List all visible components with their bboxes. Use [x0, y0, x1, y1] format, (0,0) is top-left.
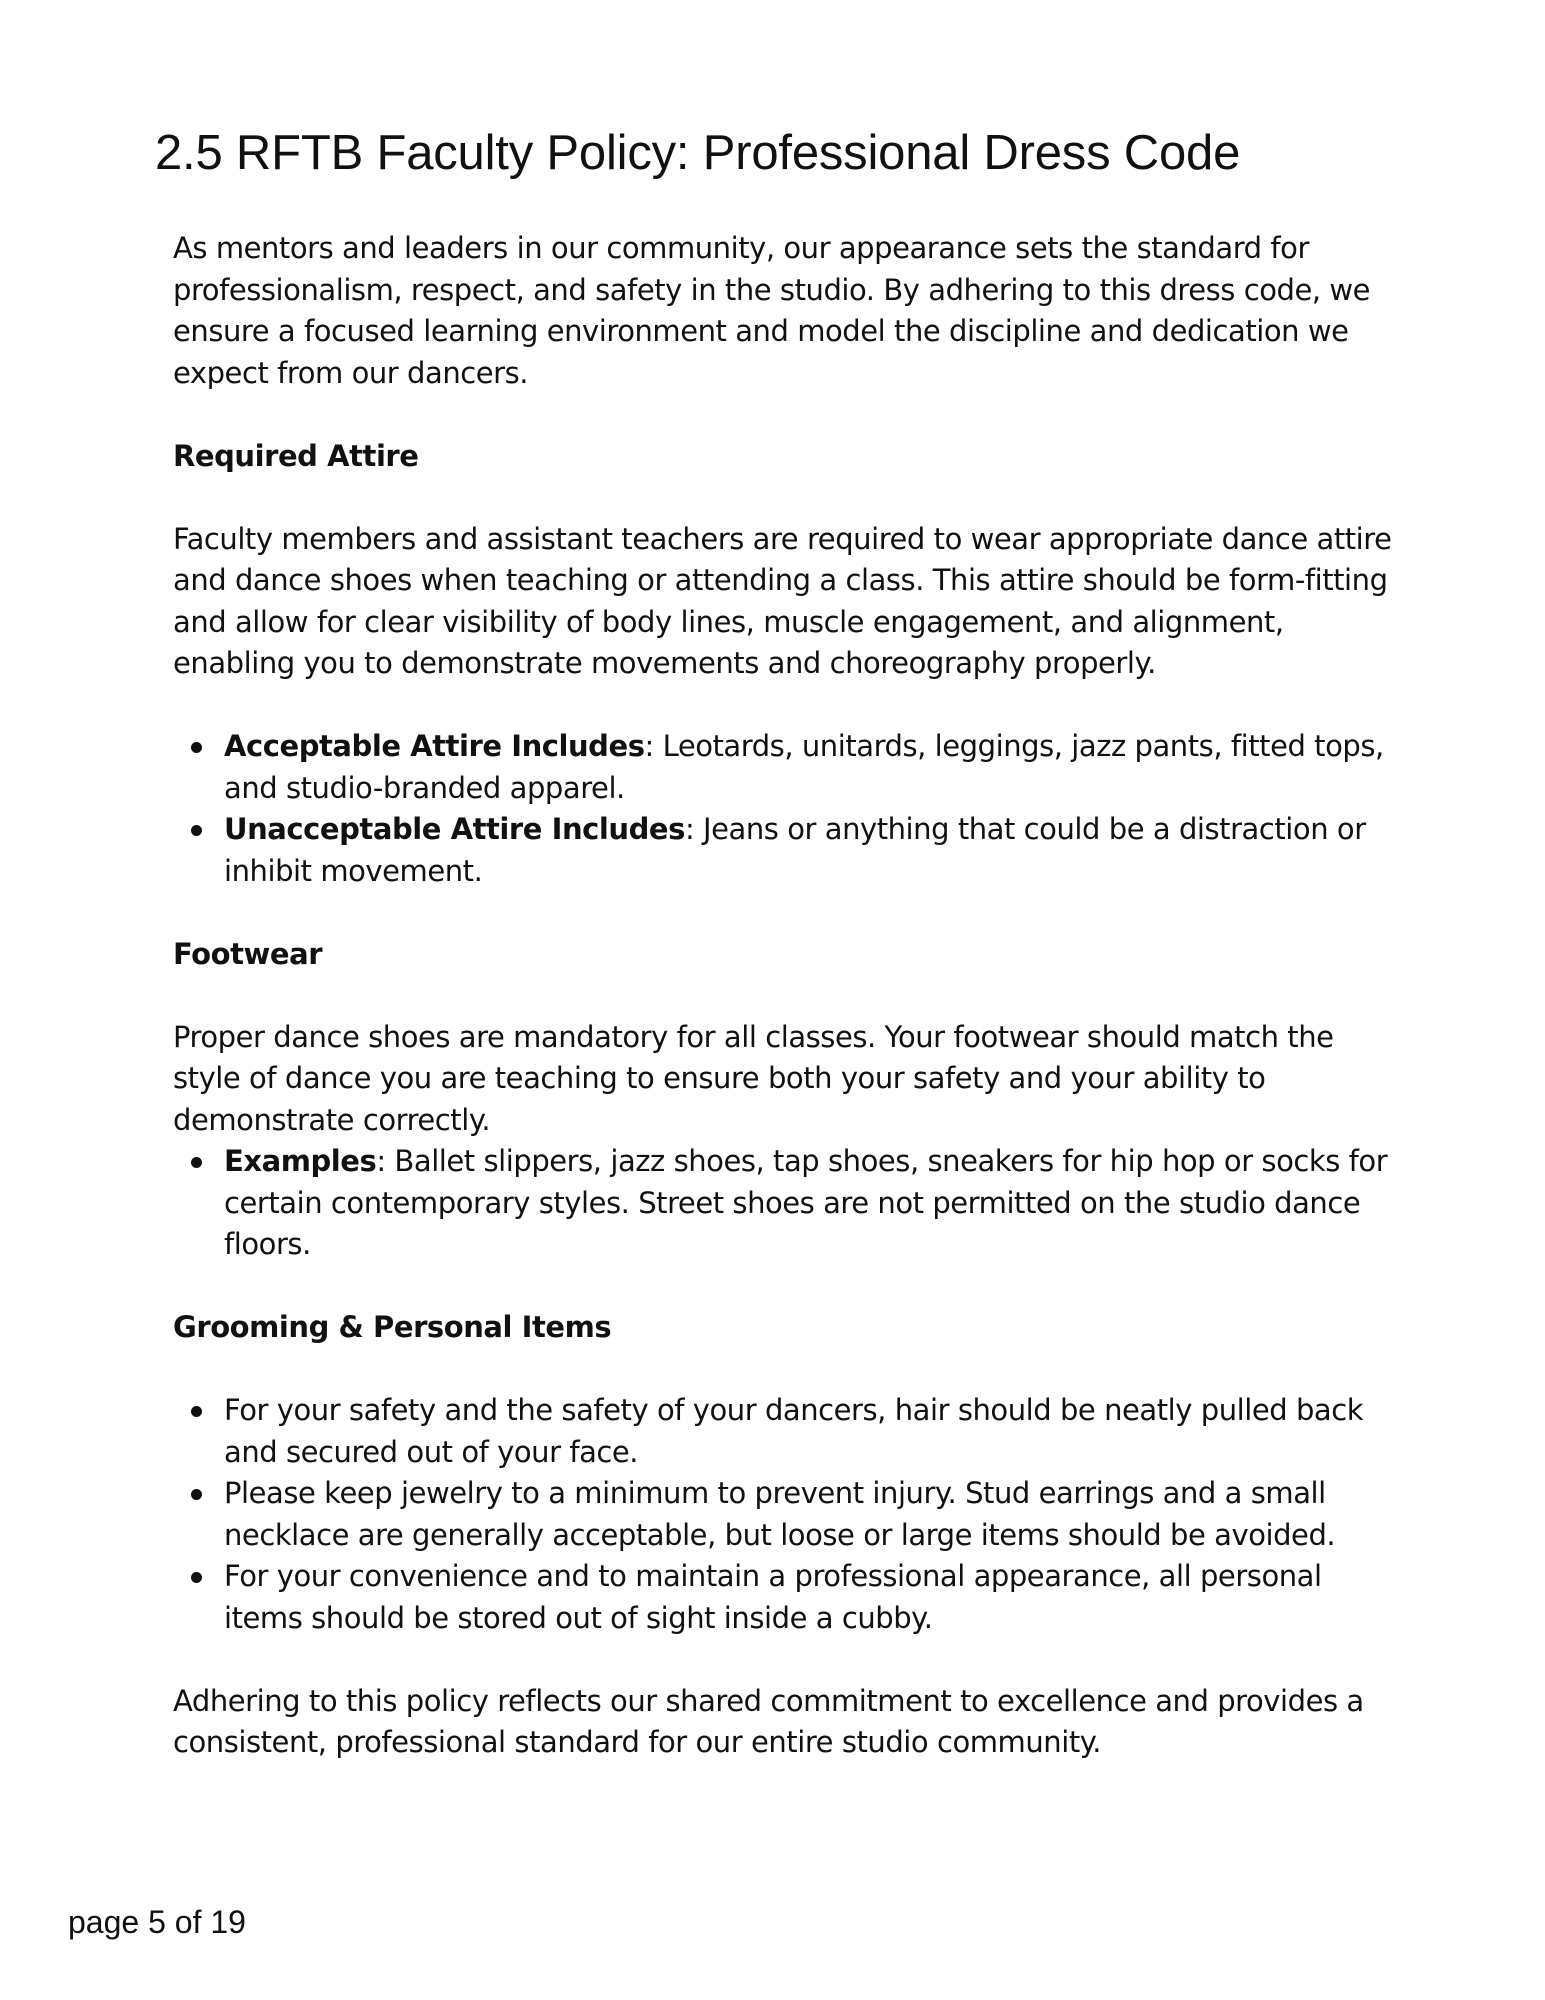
- intro-paragraph: As mentors and leaders in our community, our appearance sets the standard for professionalism, respect, and safety in the studio. By adhering to this dress code, we ensure a focused learning environment and model the discipline and dedication we expect from our dancers.: [173, 231, 1371, 390]
- list-item-examples: [224, 1141, 1403, 1266]
- list-item-personal-items: For your convenience and to maintain a professional appearance, all personal items should be stored out of sight inside a cubby.: [224, 1556, 1403, 1639]
- unacceptable-attire-text: : Jeans or anything that could be a distraction or inhibit movement.: [224, 812, 1366, 888]
- examples-label: Examples: [224, 1144, 377, 1178]
- attire-list: [173, 726, 1403, 892]
- footwear-paragraph: Proper dance shoes are mandatory for all classes. Your footwear should match the style of dance you are teaching to ensure both your safety and your ability to demonstrate correctly.: [173, 1019, 1334, 1137]
- page-number: page 5 of 19: [68, 1904, 246, 1940]
- grooming-heading: Grooming & Personal Items: [173, 1310, 612, 1344]
- list-item-unacceptable-attire: [224, 809, 1403, 892]
- unacceptable-attire-label: Unacceptable Attire Includes: [224, 812, 685, 846]
- list-item-hair: For your safety and the safety of your dancers, hair should be neatly pulled back and secured out of your face.: [224, 1390, 1403, 1473]
- document-body: [173, 228, 1403, 1764]
- list-item-jewelry: Please keep jewelry to a minimum to prevent injury. Stud earrings and a small necklace are generally acceptable, but loose or large items should be avoided.: [224, 1473, 1403, 1556]
- footwear-list: [173, 1141, 1403, 1266]
- grooming-list: [173, 1390, 1403, 1639]
- closing-paragraph: Adhering to this policy reflects our shared commitment to excellence and provides a consistent, professional standard for our entire studio community.: [173, 1683, 1364, 1759]
- acceptable-attire-label: Acceptable Attire Includes: [224, 729, 645, 763]
- page-title: 2.5 RFTB Faculty Policy: Professional Dress Code: [155, 126, 1241, 180]
- examples-text: : Ballet slippers, jazz shoes, tap shoes, sneakers for hip hop or socks for certain contemporary styles. Street shoes are not permitted on the studio dance floors.: [224, 1144, 1388, 1261]
- required-attire-paragraph: Faculty members and assistant teachers are required to wear appropriate dance attire and dance shoes when teaching or attending a class. This attire should be form-fitting and allow for clear visibility of body lines, muscle engagement, and alignment, enabling you to demonstrate movements and choreography properly.: [173, 521, 1392, 680]
- list-item-acceptable-attire: [224, 726, 1403, 809]
- required-attire-heading: Required Attire: [173, 438, 419, 473]
- footwear-heading: Footwear: [173, 936, 323, 971]
- acceptable-attire-text: : Leotards, unitards, leggings, jazz pants, fitted tops, and studio-branded apparel.: [224, 729, 1384, 805]
